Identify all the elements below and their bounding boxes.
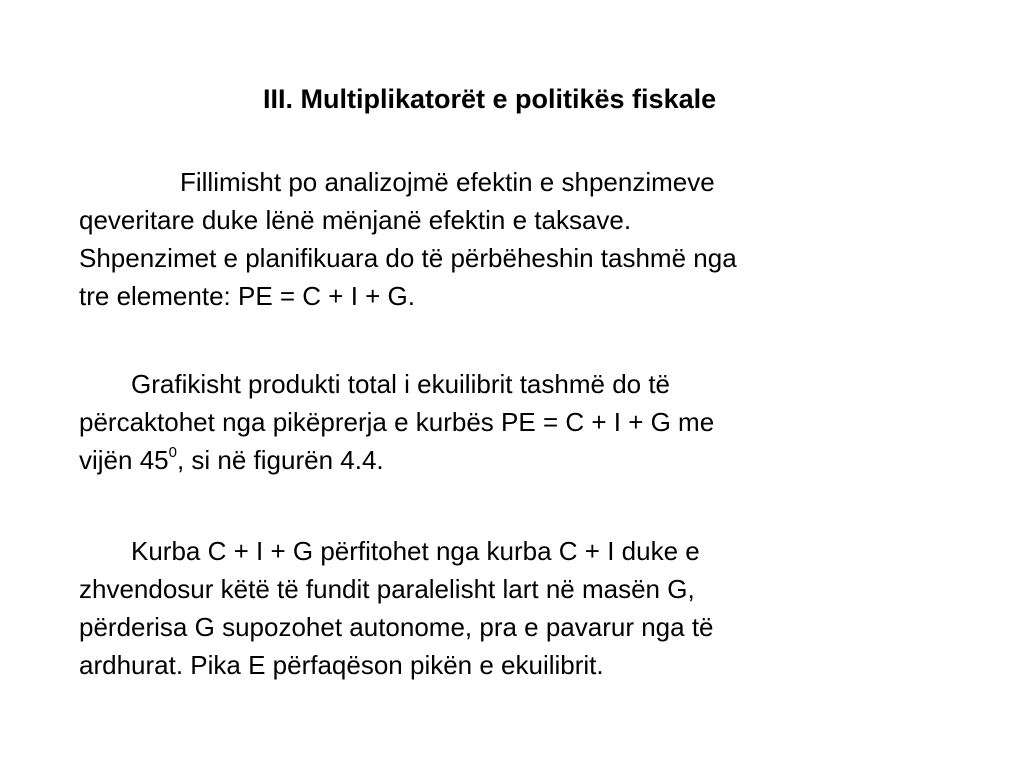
paragraph-graphical-equilibrium [79, 365, 979, 479]
degree-superscript: 0 [168, 444, 177, 462]
paragraph-line: ardhurat. Pika E përfaqëson pikën e ekuilibrit. [79, 650, 604, 680]
paragraph-line: përderisa G supozohet autonome, pra e pavarur nga të [79, 612, 714, 642]
line-text-before-superscript: vijën 45 [79, 445, 169, 475]
paragraph-line: Shpenzimet e planifikuara do të përbëheshin tashmë nga [79, 243, 737, 273]
paragraph-line: Kurba C + I + G përfitohet nga kurba C + I duke e [131, 536, 700, 566]
paragraph-government-spending [79, 163, 979, 315]
line-text-after-superscript: , si në figurën 4.4. [176, 445, 384, 475]
paragraph-line: qeveritare duke lënë mënjanë efektin e taksave. [79, 205, 632, 235]
paragraph-line: Grafikisht produkti total i ekuilibrit tashmë do të [131, 369, 671, 399]
paragraph-line [79, 441, 979, 479]
paragraph-line: Fillimisht po analizojmë efektin e shpenzimeve [180, 167, 715, 197]
paragraph-line: tre elemente: PE = C + I + G. [79, 281, 415, 311]
paragraph-curve-shift [79, 532, 979, 684]
slide-title: III. Multiplikatorët e politikës fiskale [263, 84, 717, 114]
paragraph-line: përcaktohet nga pikëprerja e kurbës PE = C + I + G me [79, 407, 715, 437]
paragraph-line: zhvendosur këtë të fundit paralelisht lart në masën G, [79, 574, 695, 604]
